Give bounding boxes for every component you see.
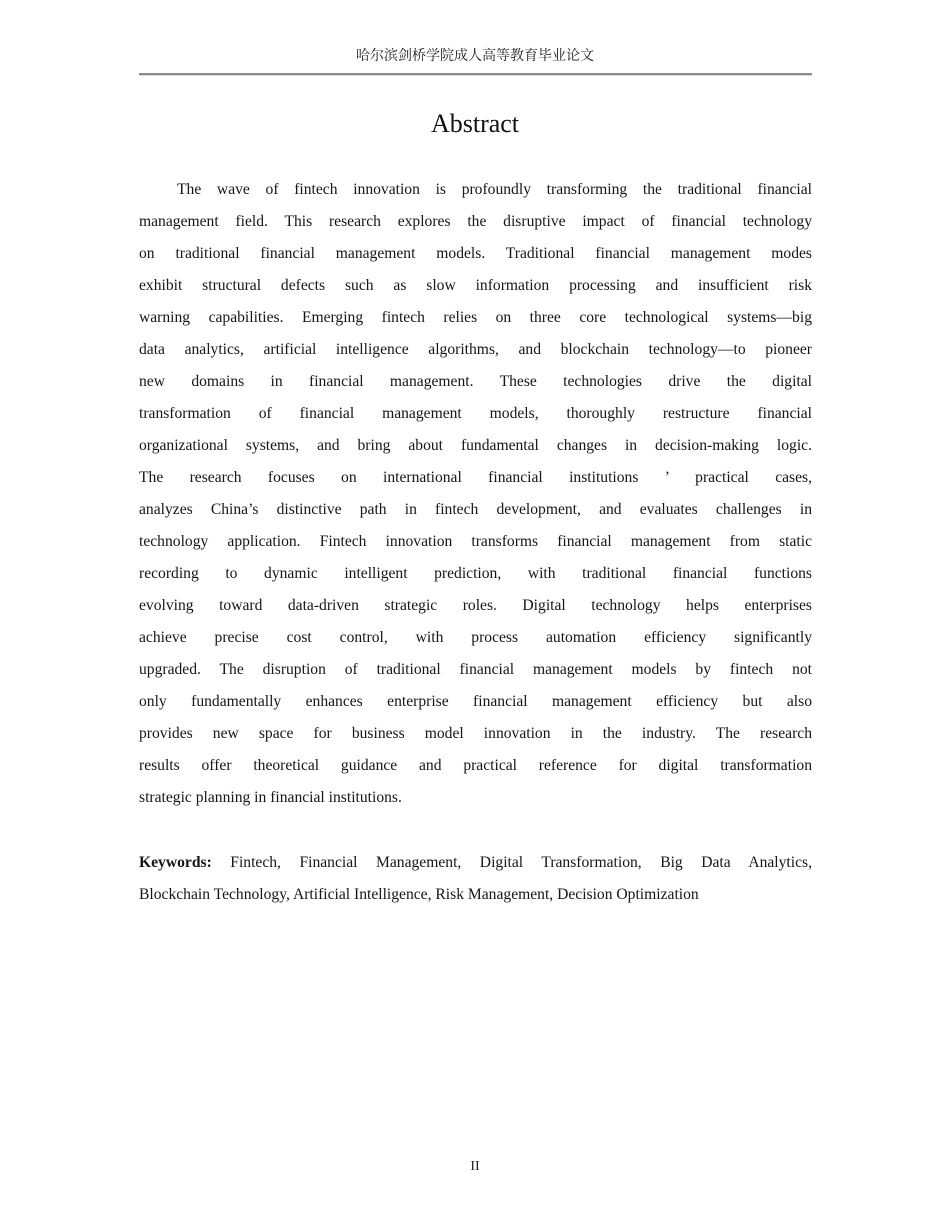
page-title: Abstract xyxy=(430,109,520,138)
abstract-line: results offer theoretical guidance and practical reference for digital transformation xyxy=(139,757,812,774)
abstract-paragraph xyxy=(139,174,812,814)
keywords-label: Keywords: xyxy=(139,854,212,871)
abstract-line: transformation of financial management models, thoroughly restructure financial xyxy=(139,405,812,422)
abstract-line: warning capabilities. Emerging fintech relies on three core technological systems—big xyxy=(139,309,812,326)
abstract-line: technology application. Fintech innovation transforms financial management from static xyxy=(139,533,812,550)
keywords-block xyxy=(139,847,812,911)
abstract-line: achieve precise cost control, with process automation efficiency significantly xyxy=(139,629,812,646)
page-header xyxy=(0,0,950,75)
abstract-line: upgraded. The disruption of traditional financial management models by fintech not xyxy=(139,661,812,678)
abstract-line: recording to dynamic intelligent prediction, with traditional financial functions xyxy=(139,565,812,582)
abstract-line: on traditional financial management models. Traditional financial management modes xyxy=(139,245,812,262)
abstract-body xyxy=(139,174,812,911)
abstract-line: new domains in financial management. These technologies drive the digital xyxy=(139,373,812,390)
keywords-text: Fintech, Financial Management, Digital Transformation, Big Data Analytics, xyxy=(211,854,812,871)
abstract-line: analyzes China’s distinctive path in fintech development, and evaluates challenges in xyxy=(139,501,812,518)
header-text: 哈尔滨剑桥学院成人高等教育毕业论文 xyxy=(356,49,594,64)
abstract-line: provides new space for business model innovation in the industry. The research xyxy=(139,725,812,742)
keywords-line-1 xyxy=(139,847,812,879)
abstract-line: evolving toward data-driven strategic roles. Digital technology helps enterprises xyxy=(139,597,812,614)
abstract-line: data analytics, artificial intelligence algorithms, and blockchain technology—to pioneer xyxy=(139,341,812,358)
keywords-line-2: Blockchain Technology, Artificial Intelligence, Risk Management, Decision Optimization xyxy=(139,886,699,903)
abstract-line: organizational systems, and bring about fundamental changes in decision-making logic. xyxy=(139,437,812,454)
abstract-line: strategic planning in financial institutions. xyxy=(139,789,402,806)
abstract-line: The wave of fintech innovation is profoundly transforming the traditional financial xyxy=(177,181,812,198)
abstract-line: exhibit structural defects such as slow information processing and insufficient risk xyxy=(139,277,812,294)
abstract-line: management field. This research explores the disruptive impact of financial technology xyxy=(139,213,812,230)
abstract-line: only fundamentally enhances enterprise financial management efficiency but also xyxy=(139,693,812,710)
page-number: II xyxy=(470,1159,480,1174)
abstract-line: The research focuses on international financial institutions ’ practical cases, xyxy=(139,469,812,486)
